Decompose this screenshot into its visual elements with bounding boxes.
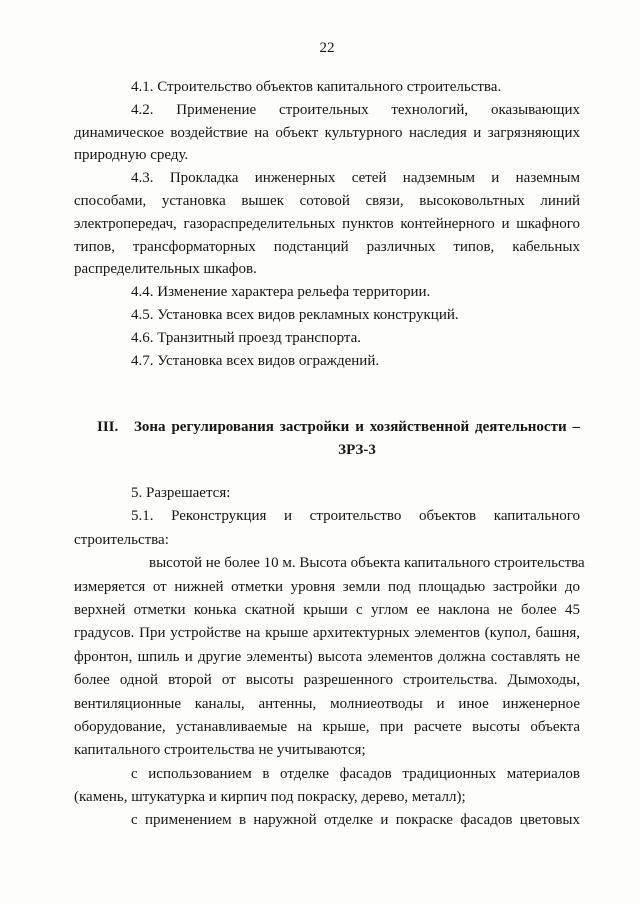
text-line: оборудование, устанавливаемые на крыше, при расчете высоты объекта	[74, 718, 580, 735]
paragraph-5-1	[74, 505, 580, 552]
text-line: распределительных шкафов.	[74, 261, 257, 278]
text-line: 4.5. Установка всех видов рекламных конструкций.	[131, 306, 459, 323]
page-number: 22	[319, 40, 335, 56]
text-line: с использованием в отделке фасадов традиционных материалов	[131, 765, 580, 782]
text-line: строительства:	[74, 531, 169, 548]
text-line: типов, трансформаторных подстанций различных типов, кабельных	[74, 238, 580, 255]
paragraph-4-7	[74, 350, 580, 373]
text-line: фронтон, шпиль и другие элементы) высота элементов должна составлять не	[74, 648, 580, 665]
text-line: вентиляционные каналы, антенны, молниеотводы и иное инженерное	[74, 695, 580, 712]
text-line: более одной второй от высоты разрешенного строительства. Дымоходы,	[74, 672, 580, 689]
text-line: верхней отметки конька скатной крыши с углом ее наклона не более 45	[74, 601, 580, 618]
text-line: способами, установка вышек сотовой связи, высоковольтных линий	[74, 192, 580, 209]
text-line: электропередач, газораспределительных пунктов контейнерного и шкафного	[74, 215, 580, 232]
text-line: природную среду.	[74, 147, 189, 164]
paragraph-materials	[74, 763, 580, 810]
text-line: с применением в наружной отделке и покраске фасадов цветовых	[131, 812, 580, 829]
prohibitions-list	[74, 76, 580, 372]
text-line: градусов. При устройстве на крыше архитектурных элементов (купол, башня,	[74, 625, 580, 642]
paragraph-4-6	[74, 327, 580, 350]
paragraph-4-3	[74, 167, 580, 281]
heading-number: III.	[97, 419, 119, 435]
paragraph-height-limit	[74, 552, 585, 763]
text-line: 5. Разрешается:	[131, 485, 231, 501]
heading-title: Зона регулирования застройки и хозяйственной деятельности –	[134, 419, 580, 435]
text-line: 4.7. Установка всех видов ограждений.	[131, 352, 380, 369]
permissions-list	[74, 482, 585, 833]
paragraph-4-5	[74, 304, 580, 327]
text-line: капитального строительства не учитываются;	[74, 742, 366, 759]
paragraph-4-4	[74, 281, 580, 304]
text-line: измеряется от нижней отметки уровня земли под площадью застройки до	[74, 578, 580, 595]
text-line: высотой не более 10 м. Высота объекта капитального строительства	[149, 555, 585, 572]
paragraph-colors	[74, 809, 580, 832]
zone-code: ЗРЗ-3	[338, 442, 376, 458]
text-line: 4.4. Изменение характера рельефа территории.	[131, 284, 431, 301]
text-line: 4.6. Транзитный проезд транспорта.	[131, 329, 362, 346]
text-line: 5.1. Реконструкция и строительство объектов капитального	[131, 508, 580, 525]
text-line: динамическое воздействие на объект культурного наследия и загрязняющих	[74, 124, 580, 141]
text-line: (камень, штукатурка и кирпич под покраску, дерево, металл);	[74, 789, 466, 806]
text-line: 4.3. Прокладка инженерных сетей надземным и наземным	[131, 170, 580, 187]
text-line: 4.2. Применение строительных технологий, оказывающих	[131, 101, 580, 118]
paragraph-4-2	[74, 99, 580, 167]
paragraph-4-1	[74, 76, 580, 99]
text-line: 4.1. Строительство объектов капитального строительства.	[131, 79, 502, 95]
paragraph-5	[74, 482, 580, 505]
